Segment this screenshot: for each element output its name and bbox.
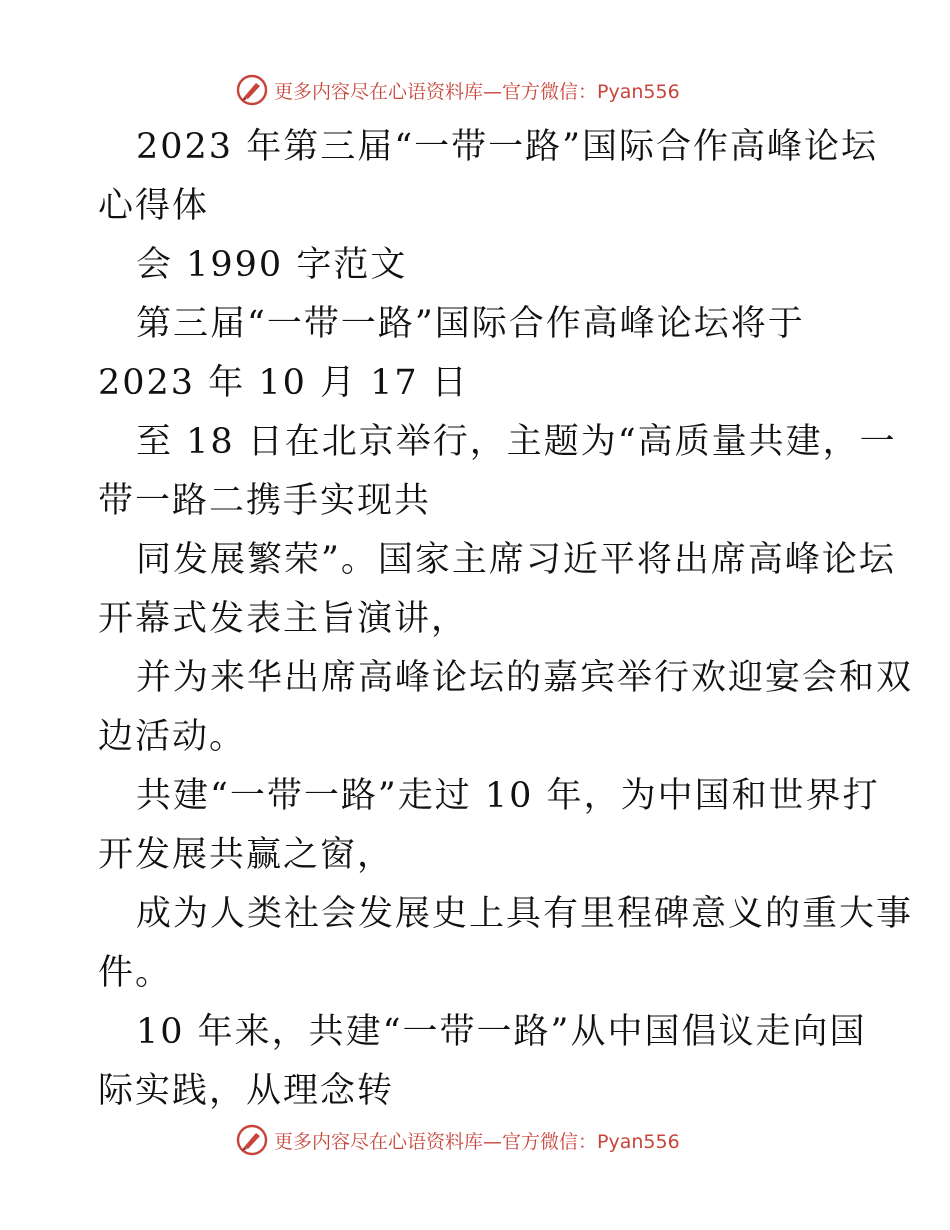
body-line-7: 带一路二携手实现共 [98, 481, 432, 521]
body-line-1: 2023 年第三届“一带一路”国际合作高峰论坛 [136, 127, 878, 167]
body-line-11: 边活动。 [98, 717, 247, 757]
footer-watermark-text: 更多内容尽在心语资料库—官方微信：Pyan556 [274, 1130, 680, 1153]
header-watermark-text: 更多内容尽在心语资料库—官方微信：Pyan556 [274, 80, 680, 103]
body-line-6: 至 18 日在北京举行，主题为“高质量共建，一 [136, 422, 897, 462]
pen-circle-logo-icon [236, 1124, 268, 1156]
body-line-12: 共建“一带一路”走过 10 年，为中国和世界打 [136, 776, 880, 816]
body-line-16: 10 年来，共建“一带一路”从中国倡议走向国 [136, 1012, 867, 1052]
body-line-2: 心得体 [98, 186, 210, 226]
header-watermark-banner [236, 72, 716, 108]
body-line-8: 同发展繁荣”。国家主席习近平将出席高峰论坛 [136, 540, 896, 580]
body-line-9: 开幕式发表主旨演讲， [98, 599, 469, 639]
body-line-10: 并为来华出席高峰论坛的嘉宾举行欢迎宴会和双 [136, 658, 914, 698]
body-line-13: 开发展共赢之窗， [98, 835, 395, 875]
body-line-14: 成为人类社会发展史上具有里程碑意义的重大事 [136, 894, 914, 934]
body-line-15: 件。 [98, 953, 173, 993]
body-line-3: 会 1990 字范文 [136, 245, 408, 285]
document-body [98, 118, 914, 1121]
body-line-4: 第三届“一带一路”国际合作高峰论坛将于 [136, 304, 805, 344]
body-line-5: 2023 年 10 月 17 日 [98, 363, 469, 403]
pen-circle-logo-icon [236, 74, 268, 106]
body-line-17: 际实践，从理念转 [98, 1071, 395, 1111]
footer-watermark-banner [236, 1122, 716, 1158]
